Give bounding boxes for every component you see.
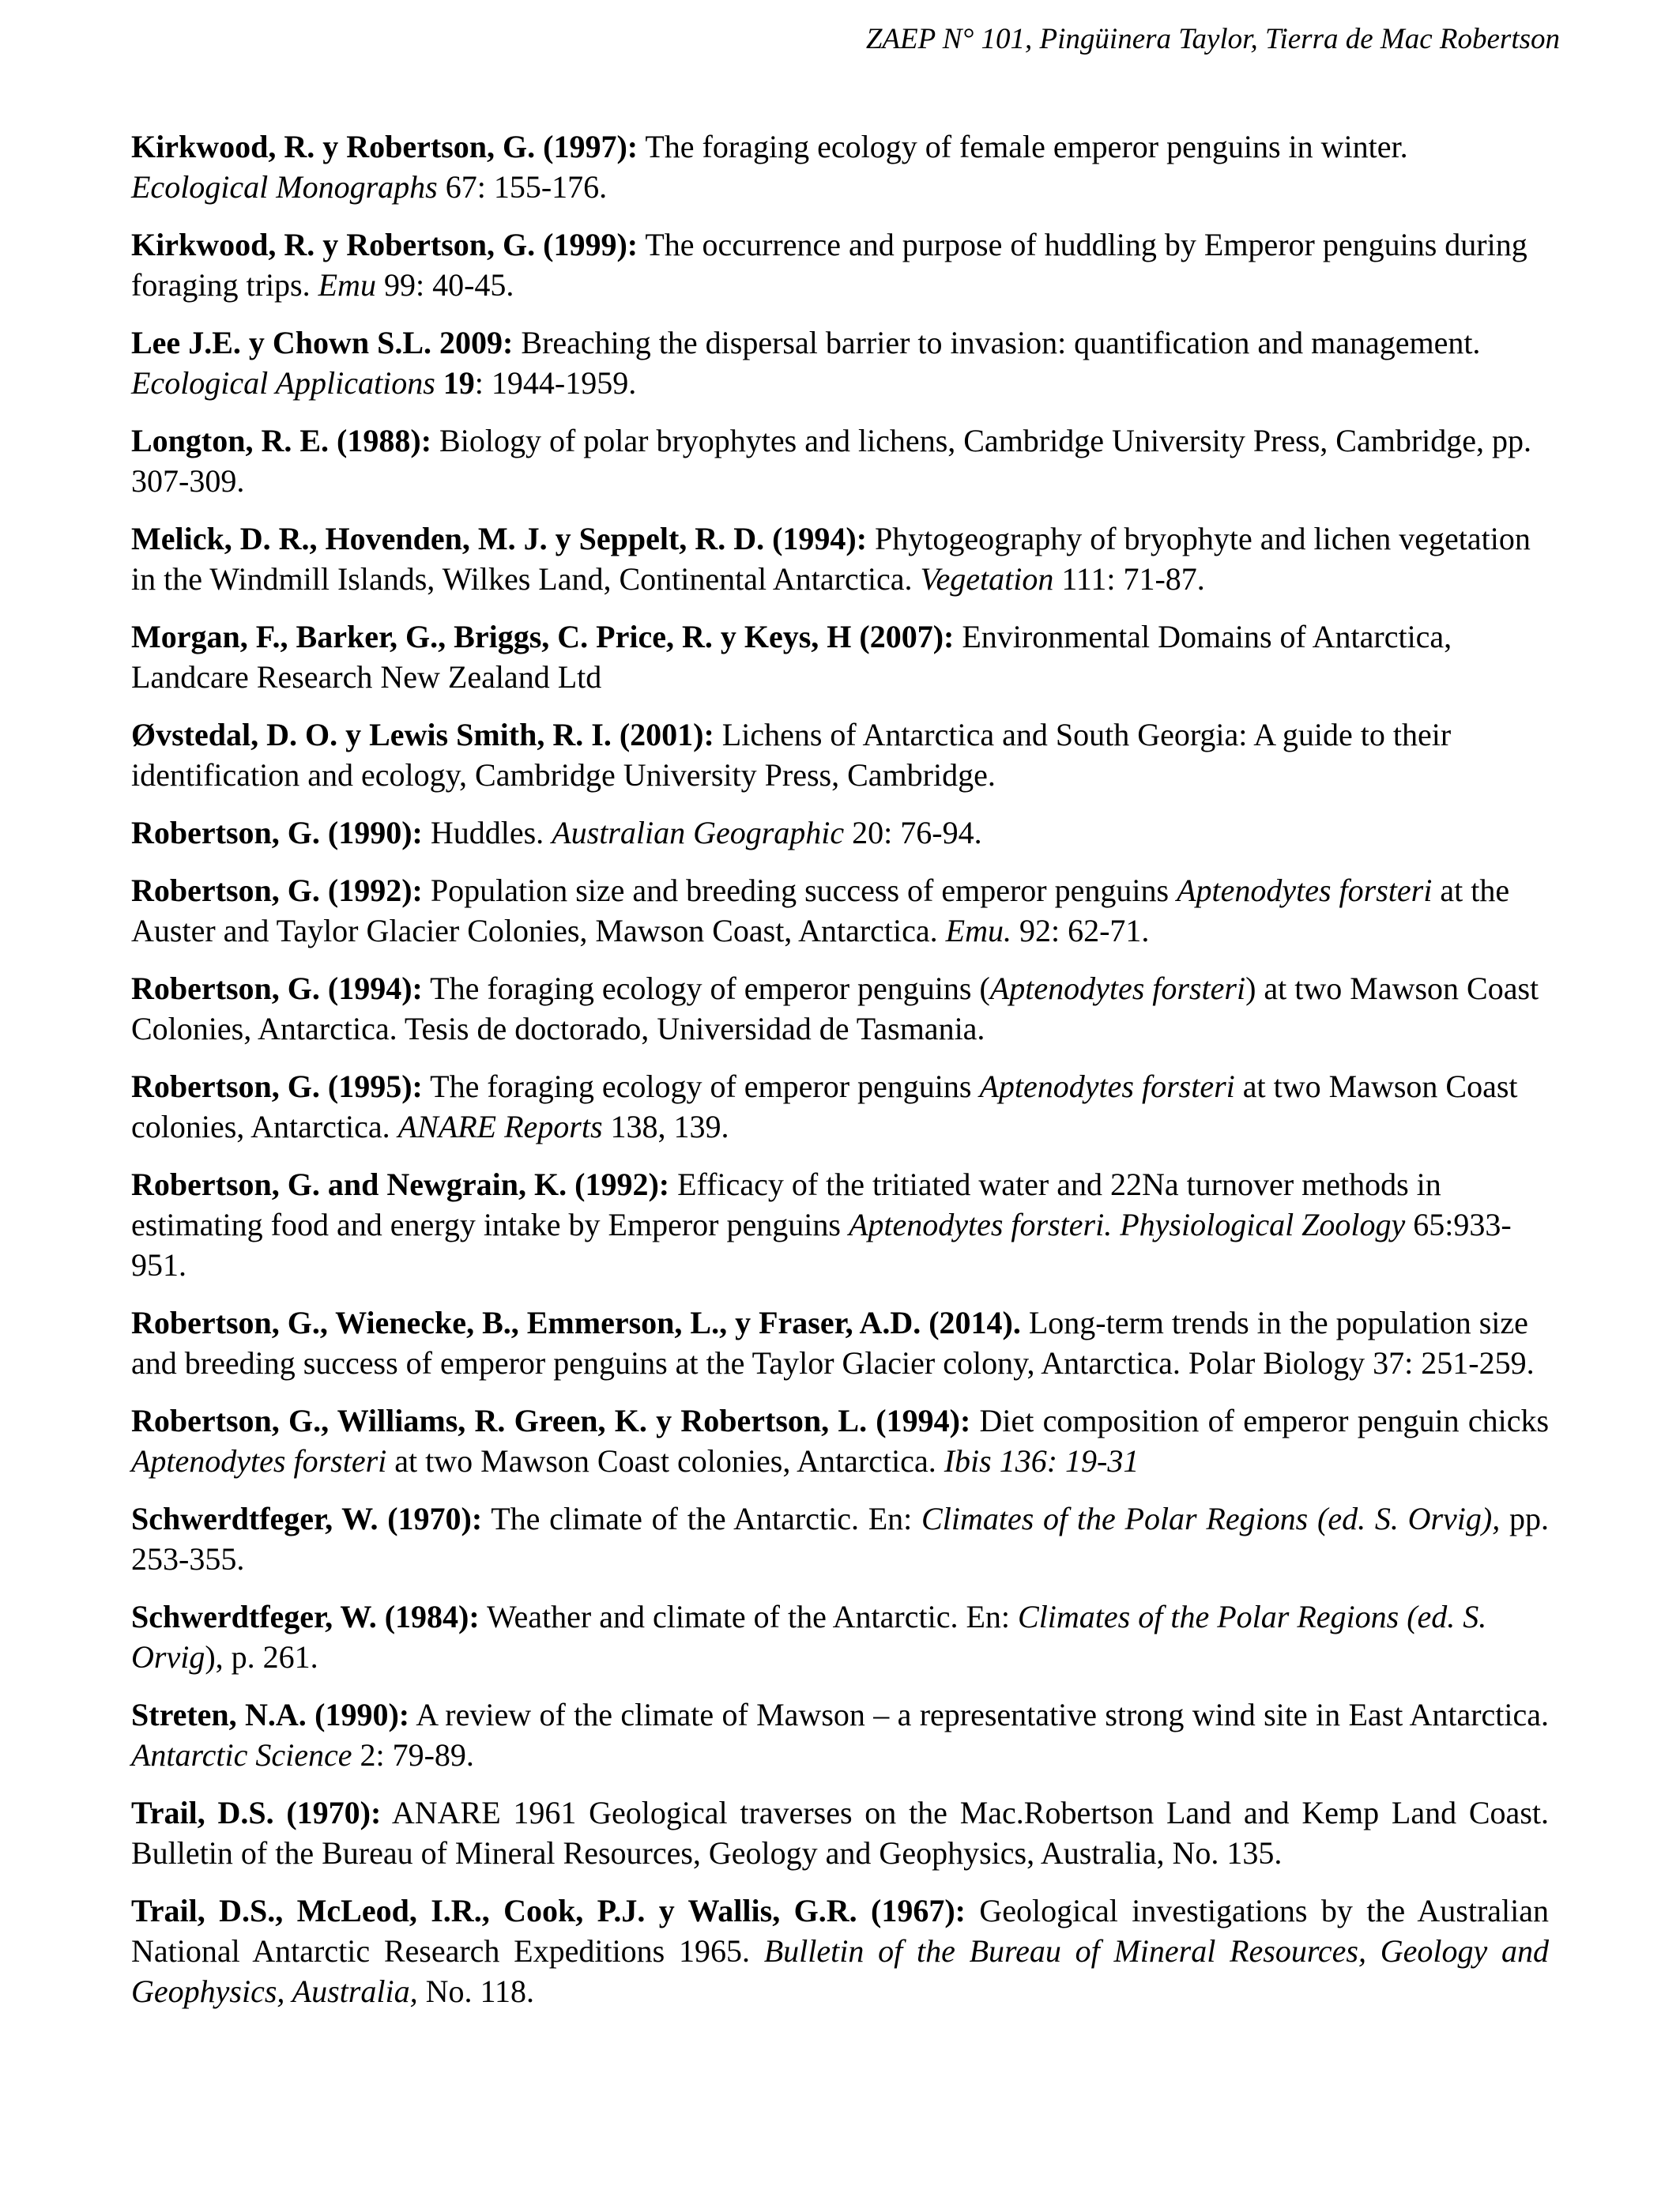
reference-italic-text: Antarctic Science (131, 1737, 352, 1773)
reference-text: 65:933-951. (131, 1207, 1512, 1283)
reference-italic-text: Ibis 136: 19-31 (944, 1443, 1139, 1479)
reference-text: The climate of the Antarctic. En: (482, 1501, 922, 1536)
reference-text: Population size and breeding success of emperor penguins (422, 873, 1177, 908)
reference-italic-text: Ecological Applications (131, 365, 435, 401)
reference-entry (131, 870, 1549, 951)
reference-text: Diet composition of emperor penguin chicks (970, 1403, 1550, 1438)
reference-text: Efficacy of the tritiated water and 22Na turnover methods in estimating food and energy intake by Emperor penguins (131, 1167, 1441, 1242)
reference-text: at two Mawson Coast colonies, Antarctica. (131, 1069, 1518, 1144)
reference-text: Breaching the dispersal barrier to invasion: quantification and management. (513, 325, 1481, 360)
reference-text: Weather and climate of the Antarctic. En: (479, 1599, 1019, 1634)
reference-author: Streten, N.A. (1990): (131, 1697, 410, 1732)
reference-author: Melick, D. R., Hovenden, M. J. y Seppelt, R. D. (1994): (131, 521, 868, 556)
reference-author: Øvstedal, D. O. y Lewis Smith, R. I. (2001): (131, 717, 714, 752)
reference-author: Robertson, G. (1992): (131, 873, 423, 908)
reference-text: : 1944-1959. (474, 365, 637, 401)
reference-author: 19 (443, 365, 475, 401)
reference-author: Kirkwood, R. y Robertson, G. (1999): (131, 227, 638, 262)
reference-text: ) at two Mawson Coast Colonies, Antarctica. Tesis de doctorado, Universidad de Tasmania. (131, 971, 1539, 1046)
reference-entry (131, 518, 1549, 599)
reference-italic-text: Aptenodytes forsteri. Physiological Zoology (848, 1207, 1406, 1242)
reference-italic-text: Ecological Monographs (131, 169, 438, 205)
reference-author: Morgan, F., Barker, G., Briggs, C. Price, R. y Keys, H (2007): (131, 619, 955, 654)
reference-italic-text: Emu. (945, 913, 1011, 948)
reference-text: Phytogeography of bryophyte and lichen vegetation in the Windmill Islands, Wilkes Land, Continental Antarctica. (131, 521, 1531, 597)
reference-entry (131, 1695, 1549, 1775)
reference-entry (131, 322, 1549, 403)
reference-entry (131, 968, 1549, 1049)
reference-text: Long-term trends in the population size and breeding success of emperor penguins at the Taylor Glacier colony, Antarctica. Polar Biology 37: 251-259. (131, 1305, 1535, 1381)
reference-text: ), p. 261. (205, 1639, 318, 1675)
reference-text: The foraging ecology of emperor penguins ( (422, 971, 990, 1006)
reference-author: Robertson, G. (1995): (131, 1069, 423, 1104)
reference-author: Robertson, G., Wienecke, B., Emmerson, L., y Fraser, A.D. (2014). (131, 1305, 1021, 1340)
reference-entry (131, 1596, 1549, 1677)
reference-text: The foraging ecology of female emperor penguins in winter. (638, 129, 1408, 164)
reference-italic-text: Climates of the Polar Regions (ed. S. Orvig), (921, 1501, 1501, 1536)
reference-italic-text: Aptenodytes forsteri (979, 1069, 1235, 1104)
reference-entry (131, 714, 1549, 795)
reference-entry (131, 616, 1549, 697)
reference-text: The occurrence and purpose of huddling by Emperor penguins during foraging trips. (131, 227, 1527, 303)
reference-italic-text: Vegetation (920, 561, 1054, 597)
reference-text: 99: 40-45. (375, 267, 514, 303)
reference-text: The foraging ecology of emperor penguins (422, 1069, 980, 1104)
reference-text: 67: 155-176. (437, 169, 608, 205)
running-header: ZAEP N° 101, Pingüinera Taylor, Tierra de Mac Robertson (865, 23, 1560, 55)
reference-author: Schwerdtfeger, W. (1970): (131, 1501, 483, 1536)
reference-italic-text: Aptenodytes forsteri (131, 1443, 387, 1479)
reference-italic-text: Emu (318, 267, 376, 303)
reference-author: Robertson, G. (1994): (131, 971, 423, 1006)
reference-text: 138, 139. (602, 1109, 729, 1144)
reference-author: Trail, D.S. (1970): (131, 1795, 382, 1830)
reference-text: 111: 71-87. (1053, 561, 1205, 597)
reference-italic-text: Bulletin of the Bureau of Mineral Resources, Geology and Geophysics, Australia, (131, 1933, 1550, 2009)
reference-text: Lichens of Antarctica and South Georgia: A guide to their identification and ecology, Cambridge University Press, Cambridge. (131, 717, 1452, 793)
reference-text: 92: 62-71. (1011, 913, 1150, 948)
reference-text (435, 365, 443, 401)
reference-text: A review of the climate of Mawson – a representative strong wind site in East Antarctica. (409, 1697, 1550, 1732)
reference-italic-text: Aptenodytes forsteri (1177, 873, 1433, 908)
reference-italic-text: ANARE Reports (397, 1109, 603, 1144)
reference-author: Lee J.E. y Chown S.L. 2009: (131, 325, 514, 360)
reference-text: ANARE 1961 Geological traverses on the Mac.Robertson Land and Kemp Land Coast. Bulletin of the Bureau of Mineral Resources, Geology and Geophysics, Australia, No. 135. (131, 1795, 1549, 1871)
reference-text: No. 118. (417, 1973, 534, 2009)
reference-text: Environmental Domains of Antarctica, Landcare Research New Zealand Ltd (131, 619, 1452, 695)
reference-entry (131, 420, 1549, 501)
reference-italic-text: Aptenodytes forsteri (989, 971, 1246, 1006)
reference-entry (131, 1498, 1549, 1579)
reference-author: Trail, D.S., McLeod, I.R., Cook, P.J. y Wallis, G.R. (1967): (131, 1893, 966, 1928)
reference-text: at the Auster and Taylor Glacier Colonies, Mawson Coast, Antarctica. (131, 873, 1510, 948)
reference-text: at two Mawson Coast colonies, Antarctica. (386, 1443, 944, 1479)
reference-text: 2: 79-89. (352, 1737, 474, 1773)
reference-entry (131, 1164, 1549, 1285)
reference-list (131, 126, 1549, 2029)
reference-text: Biology of polar bryophytes and lichens, Cambridge University Press, Cambridge, pp. 307-309. (131, 423, 1532, 499)
reference-entry (131, 224, 1549, 305)
reference-entry (131, 1302, 1549, 1383)
reference-italic-text: Australian Geographic (552, 815, 845, 850)
reference-entry (131, 1891, 1549, 2011)
reference-text: Huddles. (422, 815, 552, 850)
reference-text: Geological investigations by the Australian National Antarctic Research Expeditions 1965. (131, 1893, 1550, 1969)
reference-author: Schwerdtfeger, W. (1984): (131, 1599, 480, 1634)
reference-text: pp. 253-355. (131, 1501, 1550, 1577)
reference-entry (131, 1400, 1549, 1481)
reference-entry (131, 1793, 1549, 1873)
reference-entry (131, 1066, 1549, 1147)
reference-italic-text: Climates of the Polar Regions (ed. S. Orvig (131, 1599, 1487, 1675)
reference-text: 20: 76-94. (844, 815, 982, 850)
reference-author: Kirkwood, R. y Robertson, G. (1997): (131, 129, 638, 164)
reference-author: Robertson, G., Williams, R. Green, K. y Robertson, L. (1994): (131, 1403, 971, 1438)
reference-entry (131, 126, 1549, 207)
reference-entry (131, 812, 1549, 853)
reference-author: Robertson, G. (1990): (131, 815, 423, 850)
reference-author: Robertson, G. and Newgrain, K. (1992): (131, 1167, 670, 1202)
reference-author: Longton, R. E. (1988): (131, 423, 432, 458)
